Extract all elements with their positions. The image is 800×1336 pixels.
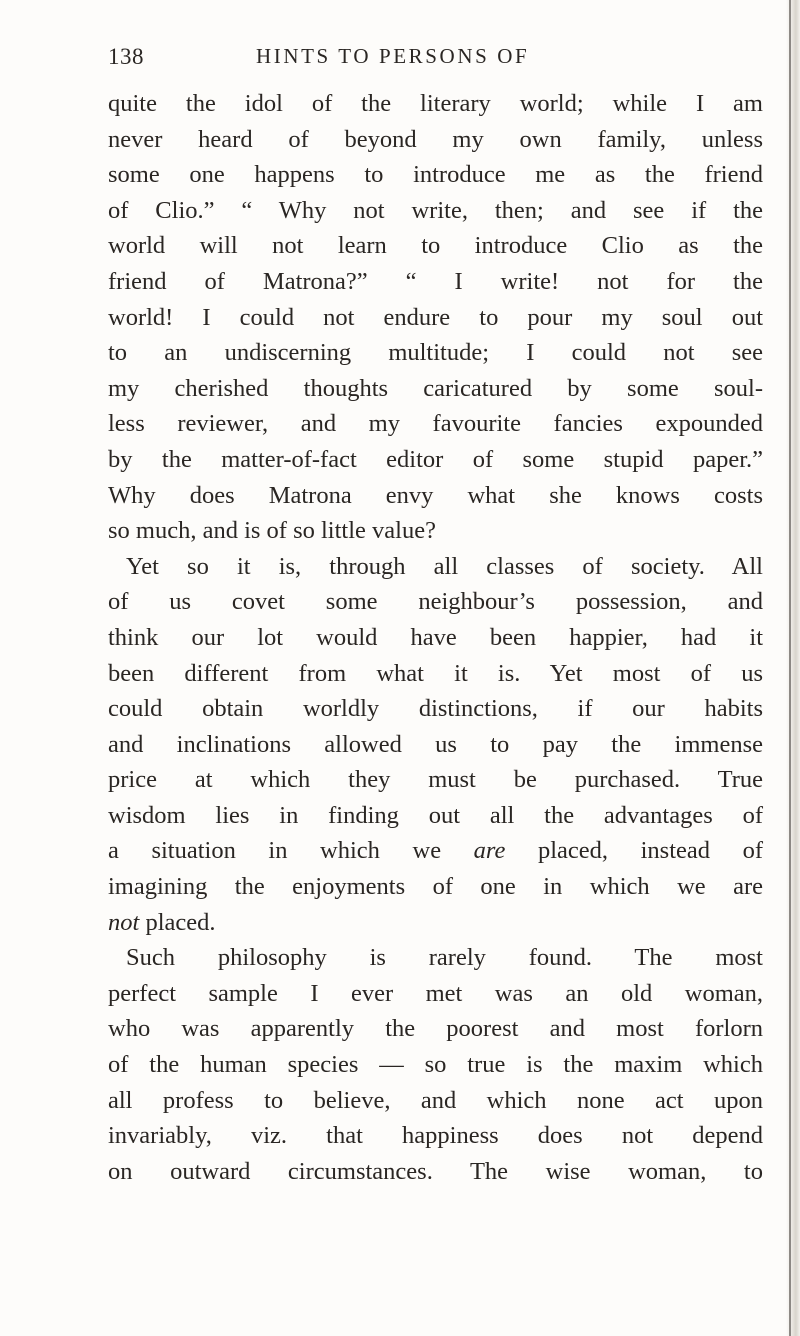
running-title: HINTS TO PERSONS OF <box>256 44 530 68</box>
line-segment: placed. <box>139 908 216 936</box>
text-line: imagining the enjoyments of one in which we are <box>108 873 763 901</box>
text-line: think our lot would have been happier, had it <box>108 623 763 651</box>
text-line: never heard of beyond my own family, unless <box>108 125 763 153</box>
line-segment: a situation in which we <box>108 837 474 865</box>
italic-word: not <box>108 908 140 936</box>
text-line: been different from what it is. Yet most of us <box>108 659 763 687</box>
page-number: 138 <box>108 44 144 69</box>
text-line: price at which they must be purchased. True <box>108 766 763 794</box>
body-text <box>108 86 763 1189</box>
text-line: all profess to believe, and which none act upon <box>108 1086 763 1114</box>
text-line <box>108 833 763 869</box>
text-line: less reviewer, and my favourite fancies expounded <box>108 410 763 438</box>
text-line: wisdom lies in finding out all the advantages of <box>108 801 763 829</box>
text-line: and inclinations allowed us to pay the immense <box>108 730 763 758</box>
text-line: of the human species — so true is the maxim which <box>108 1051 763 1079</box>
text-line: Such philosophy is rarely found. The most <box>126 944 763 972</box>
page-header <box>108 44 768 78</box>
text-line: invariably, viz. that happiness does not depend <box>108 1122 763 1150</box>
text-line: quite the idol of the literary world; while I am <box>108 90 763 117</box>
text-line: so much, and is of so little value? <box>108 517 436 545</box>
page-edge-line <box>789 0 791 1336</box>
text-line: perfect sample I ever met was an old woman, <box>108 979 763 1007</box>
text-line: who was apparently the poorest and most forlorn <box>108 1015 763 1043</box>
text-line: friend of Matrona?” “ I write! not for the <box>108 267 763 295</box>
line-segment: placed, instead of <box>505 837 763 865</box>
text-line: Yet so it is, through all classes of society. All <box>126 552 763 580</box>
text-line: by the matter-of-fact editor of some stupid paper.” <box>108 445 763 473</box>
text-line: my cherished thoughts caricatured by some soul- <box>108 374 763 402</box>
text-line: some one happens to introduce me as the friend <box>108 161 763 189</box>
text-line <box>108 905 763 941</box>
text-line: Why does Matrona envy what she knows costs <box>108 481 763 509</box>
text-line: world! I could not endure to pour my soul out <box>108 303 763 331</box>
text-line: to an undiscerning multitude; I could not see <box>108 339 763 367</box>
text-line: could obtain worldly distinctions, if our habits <box>108 695 763 723</box>
italic-word: are <box>473 837 506 865</box>
text-line: of us covet some neighbour’s possession, and <box>108 588 763 616</box>
text-line: world will not learn to introduce Clio as the <box>108 232 763 260</box>
text-line: of Clio.” “ Why not write, then; and see if the <box>108 196 763 224</box>
text-line: on outward circumstances. The wise woman, to <box>108 1157 763 1185</box>
